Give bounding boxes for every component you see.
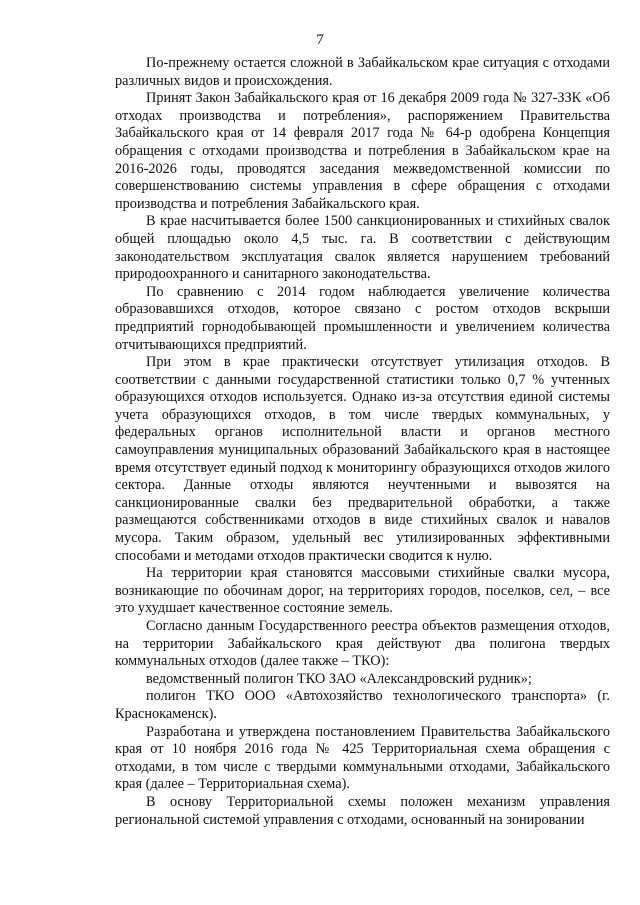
paragraph-landfill-item-1: ведомственный полигон ТКО ЗАО «Александровский рудник»; [146, 670, 532, 687]
paragraph-waste-increase: По сравнению с 2014 годом наблюдается увеличение количества образовавшихся отходов, которое связано с ростом отходов вскрыши предприятий горнодобывающей промышленности и увеличением количества отчитывающихся предприятий. [115, 283, 610, 353]
paragraph-recycling-absence: При этом в крае практически отсутствует утилизация отходов. В соответствии с данными государственной статистики только 0,7 % учтенных образующихся отходов используется. Однако из-за отсутствия единой системы учета образующихся отходов, в том числе твердых коммунальных, у федеральных органов исполнительной власти и органов местного самоуправления муниципальных образований Забайкальского края в настоящее время отсутствует единый подход к мониторингу образующихся отходов жилого сектора. Данные отходы являются неучтенными и вывозятся на санкционированные свалки без предварительной обработки, а также размещаются собственниками отходов в виде стихийных свалок и навалов мусора. Таким образом, удельный вес утилизированных эффективными способами и методами отходов практически сводится к нулю. [115, 354, 610, 564]
paragraph-registry-landfills: Согласно данным Государственного реестра объектов размещения отходов, на территории Забайкальского края действуют два полигона твердых коммунальных отходов (далее также – ТКО): [115, 618, 610, 670]
paragraph-scheme-basis: В основу Территориальной схемы положен механизм управления региональной системой управления с отходами, основанный на зонировании [115, 793, 610, 828]
page-number: 7 [316, 32, 324, 48]
paragraph-illegal-dumps: На территории края становятся массовыми стихийные свалки мусора, возникающие по обочинам дорог, на территориях городов, поселков, сел, – все это ухудшает качественное состояние земель. [115, 565, 610, 617]
paragraph-territorial-scheme: Разработана и утверждена постановлением Правительства Забайкальского края от 10 ноября 2016 года № 425 Территориальная схема обращения с отходами, в том числе с твердыми коммунальными отходами, Забайкальского края (далее – Территориальная схема). [115, 723, 610, 793]
paragraph-landfill-count: В крае насчитывается более 1500 санкционированных и стихийных свалок общей площадью около 4,5 тыс. га. В соответствии с действующим законодательством эксплуатация свалок является нарушением требований природоохранного и санитарного законодательства. [115, 213, 610, 283]
paragraph-law-and-concept: Принят Закон Забайкальского края от 16 декабря 2009 года № 327-ЗЗК «Об отходах производства и потребления», распоряжением Правительства Забайкальского края от 14 февраля 2017 года № 64-р одобрена Концепция обращения с отходами производства и потребления в Забайкальском крае на 2016-2026 годы, проводятся заседания межведомственной комиссии по совершенствованию системы управления в сфере обращения с отходами производства и потребления Забайкальского края. [115, 90, 610, 212]
paragraph-landfill-item-2: полигон ТКО ООО «Автохозяйство технологического транспорта» (г. Краснокаменск). [115, 688, 610, 722]
document-body [115, 55, 610, 829]
paragraph-waste-situation: По-прежнему остается сложной в Забайкальском крае ситуация с отходами различных видов и происхождения. [115, 55, 610, 89]
